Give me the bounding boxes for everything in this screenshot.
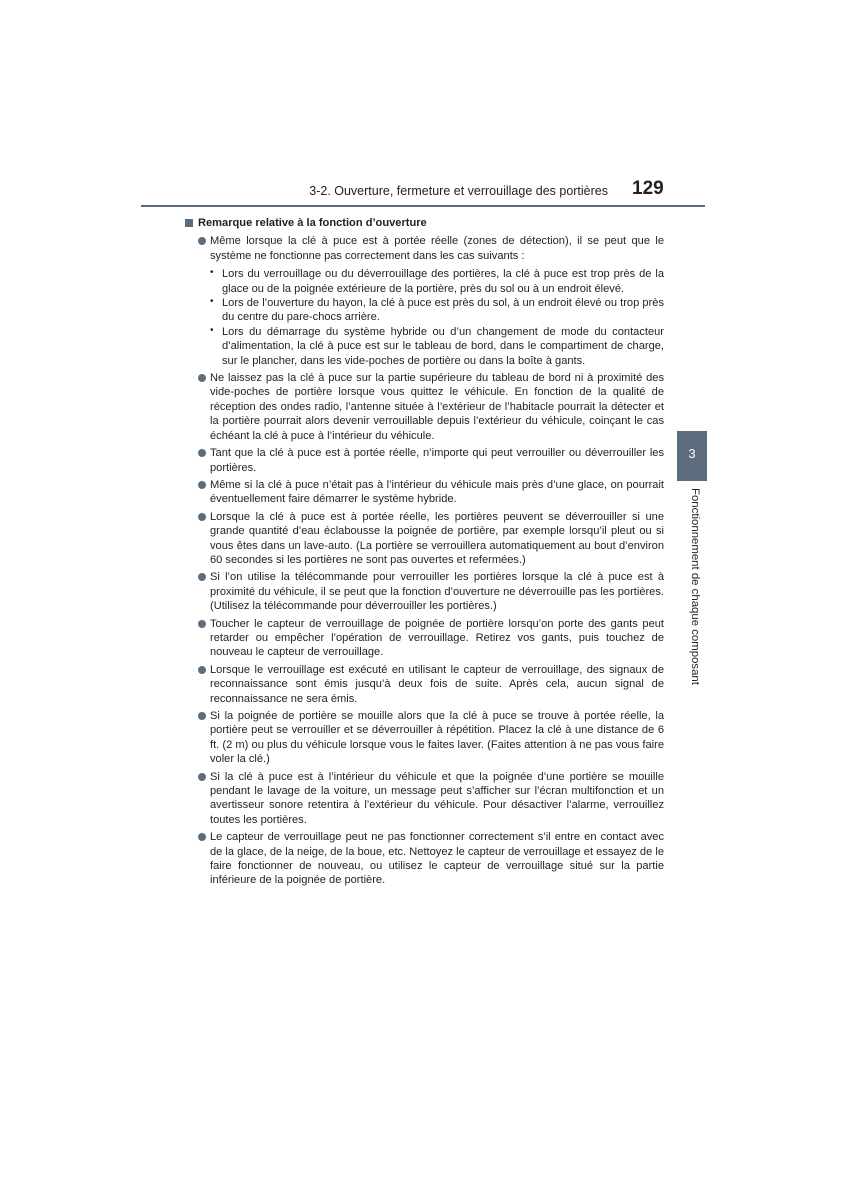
page-header-title: 3-2. Ouverture, fermeture et verrouillage des portières [309, 184, 608, 198]
list-item-text: Si la poignée de portière se mouille alors que la clé à puce se trouve à portée réelle, la portière peut se verrouiller et se déverrouiller à répétition. Placez la clé à une distance de 6 ft. (2 m) ou plus du véhicule lorsque vous le faites laver. (Faites attention à ne pas vous faire voler la clé.) [210, 710, 664, 766]
list-item-text: Tant que la clé à puce est à portée réelle, n’importe qui peut verrouiller ou déverrouiller les portières. [210, 447, 664, 474]
list-item-text: Lorsque la clé à puce est à portée réelle, les portières peuvent se déverrouiller si une grande quantité d’eau éclabousse la poignée de portière, par exemple lorsqu’il pleut ou si vous êtes dans un lave-auto. (La portière se verrouillera automatiquement au bout d’environ 60 secondes si les portières ne sont pas ouvertes et refermées.) [210, 510, 664, 566]
list-item [184, 830, 664, 888]
section-heading [184, 216, 664, 230]
list-item-text: Même si la clé à puce n’était pas à l’intérieur du véhicule mais près d’une glace, on pourrait éventuellement faire démarrer le système hybride. [210, 478, 664, 506]
chapter-tab [677, 431, 707, 481]
list-item-text: Même lorsque la clé à puce est à portée réelle (zones de détection), il se peut que le système ne fonctionne pas correctement dans les cas suivants : [210, 235, 664, 262]
sub-list-item [184, 325, 664, 368]
square-bullet-icon [185, 219, 193, 227]
list-item [184, 510, 664, 568]
list-item-text: Le capteur de verrouillage peut ne pas fonctionner correctement s’il entre en contact avec de la glace, de la neige, de la boue, etc. Nettoyez le capteur de verrouillage et essayez de le faire fonctionner de nouveau, ou utilisez le capteur de verrouillage situé sur la partie inférieure de la poignée de portière. [210, 831, 664, 887]
main-content [184, 216, 664, 891]
sub-bullet-icon: • [210, 324, 214, 336]
list-item [184, 570, 664, 613]
chapter-label: Fonctionnement de chaque composant [689, 488, 701, 685]
sub-list-item [184, 296, 664, 325]
bullet-dot-icon [198, 513, 206, 521]
list-item [184, 663, 664, 706]
bullet-dot-icon [198, 573, 206, 581]
list-item [184, 617, 664, 660]
bullet-dot-icon [198, 833, 206, 841]
bullet-dot-icon [198, 773, 206, 781]
list-item [184, 770, 664, 828]
list-item-text: Si l’on utilise la télécommande pour verrouiller les portières lorsque la clé à puce est à proximité du véhicule, il se peut que la fonction d’ouverture ne déverrouille pas les portières. (Utilisez la télécommande pour déverrouiller les portières.) [210, 571, 664, 613]
list-item [184, 478, 664, 507]
header-divider [141, 205, 705, 207]
bullet-dot-icon [198, 449, 206, 457]
bullet-dot-icon [198, 237, 206, 245]
sub-list-item-text: Lors du démarrage du système hybride ou d’un changement de mode du contacteur d’alimentation, la clé à puce est sur le tableau de bord, dans le compartiment de charge, sur le plancher, dans les vide-poches de portière ou dans la boîte à gants. [222, 325, 664, 367]
list-item [184, 371, 664, 443]
list-item [184, 234, 664, 368]
sub-bullet-icon: • [210, 267, 214, 279]
chapter-number: 3 [688, 446, 696, 461]
list-item [184, 709, 664, 767]
sub-list [210, 267, 664, 368]
bullet-dot-icon [198, 620, 206, 628]
list-item-text: Toucher le capteur de verrouillage de poignée de portière lorsqu’on porte des gants peut retarder ou empêcher l’opération de verrouillage. Retirez vos gants, puis touchez de nouveau le capteur de verrouillage. [210, 617, 664, 659]
bullet-dot-icon [198, 481, 206, 489]
sub-bullet-icon: • [210, 296, 214, 308]
sub-list-item [184, 267, 664, 296]
list-item-text: Ne laissez pas la clé à puce sur la partie supérieure du tableau de bord ni à proximité des vide-poches de portière lorsque vous quittez le véhicule. En fonction de la qualité de réception des ondes radio, l’antenne située à l’extérieur de l’habitacle pourrait la détecter et la portière pourrait alors devenir verrouillable depuis l’extérieur du véhicule, coinçant le cas échéant la clé à puce à l’intérieur du véhicule. [210, 372, 664, 442]
sub-list-item-text: Lors du verrouillage ou du déverrouillage des portières, la clé à puce est trop près de la glace ou de la poignée extérieure de la portière, près du sol ou à un endroit élevé. [222, 268, 664, 295]
section-heading-text: Remarque relative à la fonction d’ouverture [198, 217, 427, 229]
list-item [184, 446, 664, 475]
bullet-dot-icon [198, 666, 206, 674]
page-number: 129 [632, 178, 664, 199]
list-item-text: Lorsque le verrouillage est exécuté en utilisant le capteur de verrouillage, des signaux de reconnaissance sont émis jusqu’à deux fois de suite. Après cela, aucun signal de reconnaissance ne sera émis. [210, 663, 664, 705]
bullet-dot-icon [198, 712, 206, 720]
sub-list-item-text: Lors de l’ouverture du hayon, la clé à puce est près du sol, à un endroit élevé ou trop près du centre du pare-chocs arrière. [222, 297, 664, 324]
bullet-dot-icon [198, 374, 206, 382]
list-item-text: Si la clé à puce est à l’intérieur du véhicule et que la poignée d’une portière se mouille pendant le lavage de la voiture, un message peut s’afficher sur l’écran multifonction et un avertisseur sonore retentira à l’extérieur du véhicule. Pour désactiver l’alarme, verrouillez toutes les portières. [210, 770, 664, 826]
